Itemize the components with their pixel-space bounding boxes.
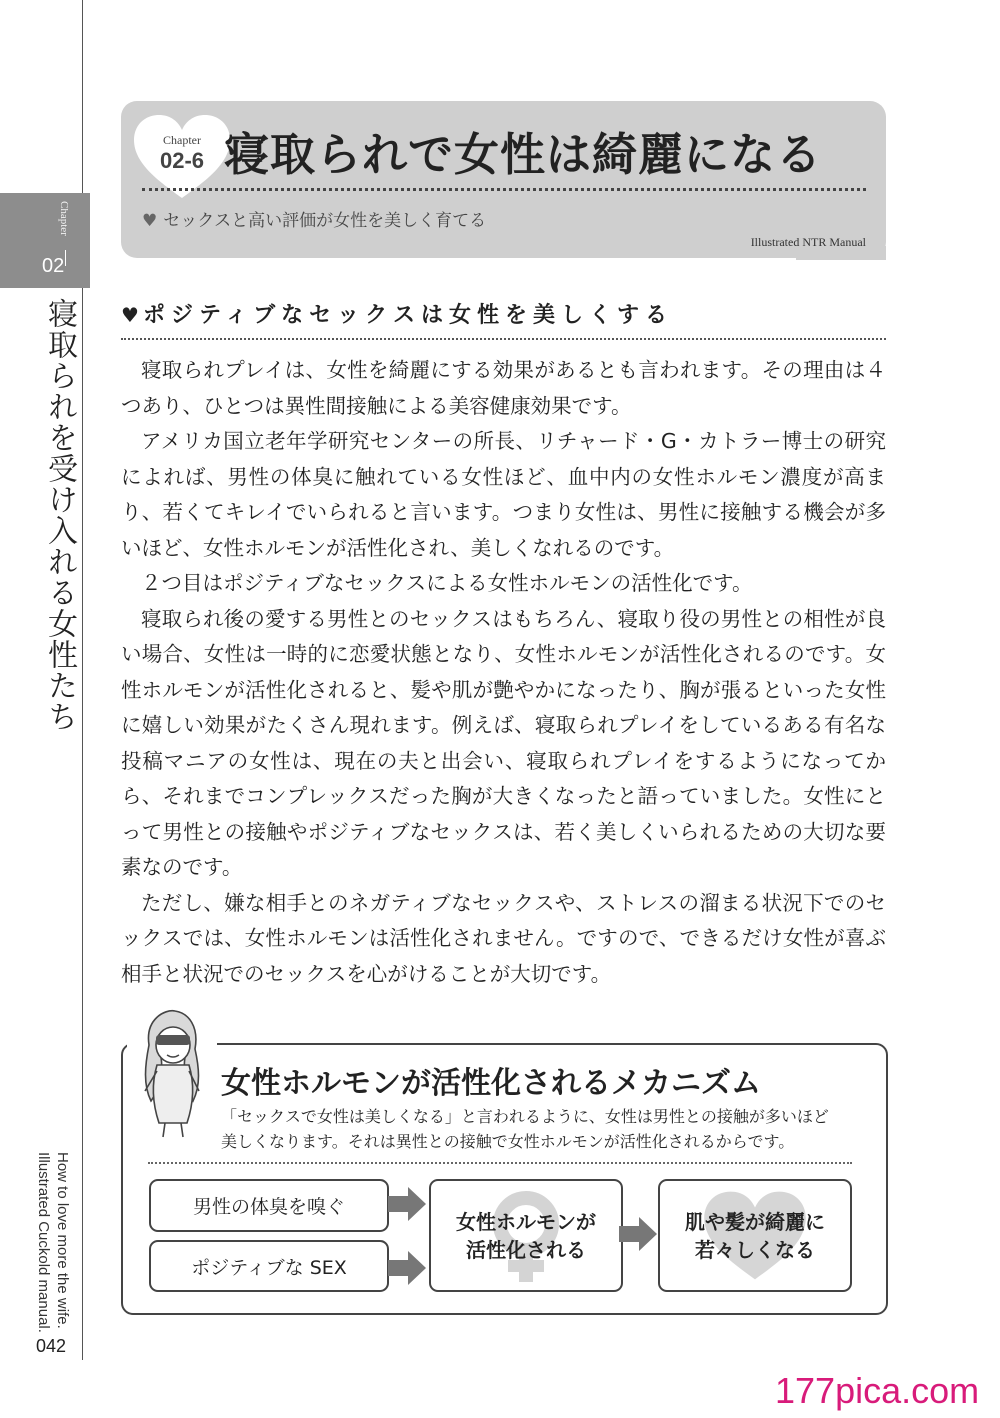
mechanism-description bbox=[221, 1104, 861, 1154]
body-paragraph: アメリカ国立老年学研究センターの所長、リチャード・G・カトラー博士の研究によれば、男性の体臭に触れている女性ほど、血中内の女性ホルモン濃度が高まり、若くてキレイでいられると言います。つまり女性は、男性に接触する機会が多いほど、女性ホルモンが活性化され、美しくなれるのです。 bbox=[121, 429, 886, 560]
flow-result bbox=[658, 1179, 852, 1292]
side-chapter-title: 寝取られを受け入れる女性たち bbox=[42, 298, 77, 732]
side-footer-line2: Illustrated Cuckold manual. bbox=[35, 1152, 52, 1333]
body-paragraph: ２つ目はポジティブなセックスによる女性ホルモンの活性化です。 bbox=[141, 571, 753, 595]
flow-hormone-line1: 女性ホルモンが bbox=[456, 1209, 596, 1234]
header-dotted-divider bbox=[142, 188, 866, 191]
arrow-right-icon bbox=[388, 1187, 426, 1221]
subtitle-text: セックスと高い評価が女性を美しく育てる bbox=[163, 211, 487, 231]
body-text bbox=[121, 353, 886, 992]
manual-label: Illustrated NTR Manual bbox=[750, 235, 866, 249]
flow-result-label bbox=[685, 1208, 825, 1264]
heart-icon: ♥ bbox=[142, 211, 158, 231]
flow-input-scent-label: 男性の体臭を嗅ぐ bbox=[192, 1196, 345, 1218]
side-footer-line1: How to love more the wife. bbox=[54, 1152, 71, 1329]
body-paragraph: ただし、嫌な相手とのネガティブなセックスや、ストレスの溜まる状況下でのセックスでは、女性ホルモンは活性化されません。ですので、できるだけ女性が喜ぶ相手と状況でのセックスを心がけることが大切です。 bbox=[121, 890, 886, 986]
girl-illustration-icon bbox=[127, 1005, 217, 1140]
mechanism-desc-line1: 「セックスで女性は美しくなる」と言われるように、女性は男性との接触が多いほど bbox=[221, 1107, 829, 1126]
mechanism-dotted-divider bbox=[148, 1162, 852, 1164]
arrow-right-icon bbox=[619, 1217, 657, 1251]
body-paragraph: 寝取られプレイは、女性を綺麗にする効果があるとも言われます。その理由は４つあり、ひとつは異性間接触による美容健康効果です。 bbox=[121, 358, 886, 418]
chapter-side-tab bbox=[0, 193, 90, 288]
flow-result-line2: 若々しくなる bbox=[695, 1237, 815, 1262]
body-paragraph: 寝取られ後の愛する男性とのセックスはもちろん、寝取り役の男性との相性が良い場合、女性は一時的に恋愛状態となり、女性ホルモンが活性化されるのです。女性ホルモンが活性化されると、髪や肌が艶やかになったり、胸が張るといった女性に嬉しい効果がたくさん現れます。例えば、寝取られプレイをしているある有名な投稿マニアの女性は、現在の夫と出会い、寝取られプレイをするようになってから、それまでコンプレックスだった胸が大きくなったと語っていました。女性にとって男性との接触やポジティブなセックスは、若く美しくいられるための大切な要素なのです。 bbox=[121, 606, 886, 879]
page-title: 寝取られで女性は綺麗になる bbox=[224, 128, 823, 181]
section-heading-text: ポジティブなセックスは女性を美しくする bbox=[142, 303, 673, 328]
heart-icon: ♥ bbox=[121, 303, 139, 327]
page-number: 042 bbox=[36, 1336, 67, 1356]
flow-hormone-label bbox=[456, 1208, 596, 1264]
section-dotted-underline bbox=[121, 338, 886, 340]
badge-chapter-number: 02-6 bbox=[159, 148, 205, 173]
section-heading bbox=[121, 298, 673, 329]
flow-input-sex-label: ポジティブな SEX bbox=[191, 1256, 347, 1279]
side-chapter-divider bbox=[65, 250, 66, 266]
arrow-right-icon bbox=[388, 1251, 426, 1285]
mechanism-title: 女性ホルモンが活性化されるメカニズム bbox=[221, 1066, 761, 1101]
side-footer-text bbox=[34, 1152, 72, 1333]
flow-hormone-line2: 活性化される bbox=[466, 1237, 586, 1262]
side-chapter-label: Chapter bbox=[58, 201, 70, 236]
badge-chapter-label: Chapter bbox=[163, 133, 201, 147]
watermark: 177pica.com bbox=[775, 1370, 980, 1411]
flow-hormone-activation bbox=[429, 1179, 623, 1292]
side-chapter-number: 02 bbox=[42, 255, 65, 277]
flow-input-sex bbox=[149, 1240, 389, 1292]
page-subtitle bbox=[142, 206, 486, 231]
flow-input-scent bbox=[149, 1179, 389, 1232]
flow-result-line1: 肌や髪が綺麗に bbox=[685, 1209, 825, 1234]
mechanism-desc-line2: 美しくなります。それは異性との接触で女性ホルモンが活性化されるからです。 bbox=[221, 1132, 795, 1151]
